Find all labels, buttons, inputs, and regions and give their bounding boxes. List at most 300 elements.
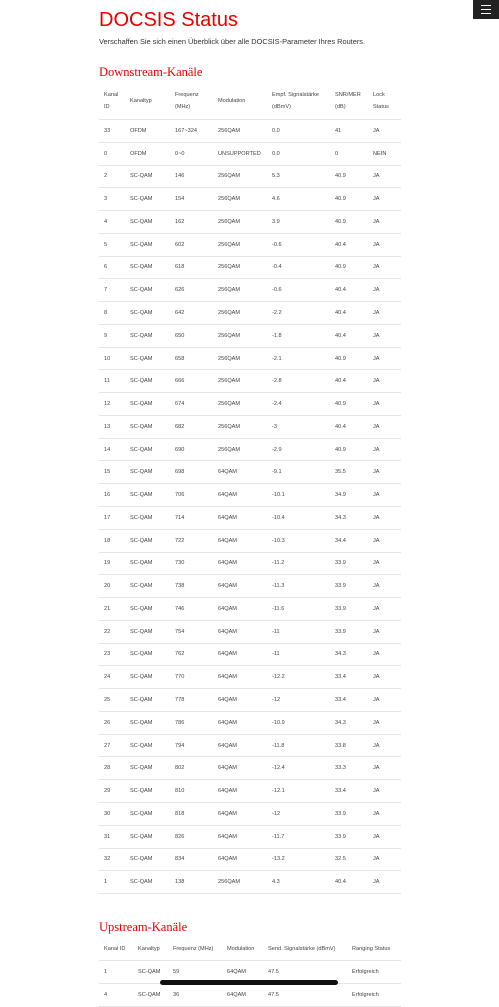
table-cell: 64QAM xyxy=(213,734,267,757)
table-cell: JA xyxy=(368,188,401,211)
table-cell: 64QAM xyxy=(213,780,267,803)
table-cell: 658 xyxy=(170,347,213,370)
table-cell: JA xyxy=(368,575,401,598)
table-cell: 256QAM xyxy=(213,324,267,347)
table-cell: -11 xyxy=(267,643,330,666)
table-cell: SC-QAM xyxy=(125,484,170,507)
table-cell: 33.9 xyxy=(330,620,368,643)
table-cell: 4 xyxy=(99,984,133,1007)
column-header-line: Kanal xyxy=(104,92,119,98)
table-cell: 754 xyxy=(170,620,213,643)
table-cell: 1 xyxy=(99,871,125,894)
table-row xyxy=(99,211,401,234)
table-cell: 0.0 xyxy=(267,120,330,143)
table-cell: 64QAM xyxy=(213,689,267,712)
table-cell: 33.3 xyxy=(330,757,368,780)
menu-button[interactable] xyxy=(473,0,499,19)
table-cell: 64QAM xyxy=(213,757,267,780)
table-cell: 746 xyxy=(170,598,213,621)
table-cell: 33.9 xyxy=(330,825,368,848)
table-cell: -0.6 xyxy=(267,279,330,302)
table-row xyxy=(99,461,401,484)
table-cell: 786 xyxy=(170,711,213,734)
upstream-column-header: Ranging Status xyxy=(347,938,401,961)
table-cell: 20 xyxy=(99,575,125,598)
table-cell: SC-QAM xyxy=(125,689,170,712)
table-cell: 33.9 xyxy=(330,802,368,825)
table-cell: 682 xyxy=(170,415,213,438)
table-cell: 64QAM xyxy=(213,620,267,643)
table-cell: 256QAM xyxy=(213,370,267,393)
table-cell: 146 xyxy=(170,165,213,188)
table-cell: -12.2 xyxy=(267,666,330,689)
table-cell: -12.4 xyxy=(267,757,330,780)
table-row xyxy=(99,233,401,256)
table-row xyxy=(99,666,401,689)
table-row xyxy=(99,120,401,143)
table-cell: 64QAM xyxy=(213,666,267,689)
table-cell: 7 xyxy=(99,279,125,302)
table-cell: 16 xyxy=(99,484,125,507)
table-cell: JA xyxy=(368,734,401,757)
table-cell: 706 xyxy=(170,484,213,507)
table-cell: 15 xyxy=(99,461,125,484)
table-cell: SC-QAM xyxy=(125,393,170,416)
table-row xyxy=(99,188,401,211)
table-row xyxy=(99,256,401,279)
table-cell: -11.3 xyxy=(267,575,330,598)
table-cell: 722 xyxy=(170,529,213,552)
home-indicator[interactable] xyxy=(160,980,338,985)
table-cell: JA xyxy=(368,871,401,894)
table-cell: OFDM xyxy=(125,120,170,143)
table-cell: 33 xyxy=(99,120,125,143)
table-cell: -12 xyxy=(267,802,330,825)
table-cell: 23 xyxy=(99,643,125,666)
table-cell: 11 xyxy=(99,370,125,393)
table-cell: NEIN xyxy=(368,142,401,165)
table-cell: SC-QAM xyxy=(125,347,170,370)
table-cell: 1 xyxy=(99,961,133,984)
table-cell: -2.8 xyxy=(267,370,330,393)
table-cell: 3.9 xyxy=(267,211,330,234)
table-cell: SC-QAM xyxy=(125,324,170,347)
column-header-line: Lock xyxy=(373,92,385,98)
table-cell: JA xyxy=(368,347,401,370)
table-cell: 8 xyxy=(99,302,125,325)
table-cell: 64QAM xyxy=(213,825,267,848)
column-header-line: Kanaltyp xyxy=(130,98,152,104)
hamburger-menu-icon xyxy=(481,5,491,6)
table-cell: JA xyxy=(368,256,401,279)
column-header-line: Empf. Signalstärke xyxy=(272,92,319,98)
table-cell: 834 xyxy=(170,848,213,871)
table-cell: 154 xyxy=(170,188,213,211)
table-row xyxy=(99,711,401,734)
table-cell: SC-QAM xyxy=(133,961,168,984)
table-row xyxy=(99,165,401,188)
table-cell: 826 xyxy=(170,825,213,848)
table-cell: 40.9 xyxy=(330,438,368,461)
table-cell: 64QAM xyxy=(213,529,267,552)
downstream-column-header xyxy=(125,83,170,120)
table-cell: Erfolgreich xyxy=(347,961,401,984)
table-row xyxy=(99,643,401,666)
table-cell: SC-QAM xyxy=(125,507,170,530)
table-cell: 2 xyxy=(99,165,125,188)
table-cell: JA xyxy=(368,279,401,302)
table-cell: 18 xyxy=(99,529,125,552)
downstream-section-title: Downstream-Kanäle xyxy=(99,65,203,79)
table-cell: SC-QAM xyxy=(125,575,170,598)
table-cell: JA xyxy=(368,529,401,552)
upstream-table xyxy=(99,938,401,1007)
table-cell: -0.6 xyxy=(267,233,330,256)
table-cell: SC-QAM xyxy=(125,188,170,211)
table-cell: JA xyxy=(368,461,401,484)
table-cell: 714 xyxy=(170,507,213,530)
column-header-line: Modulation xyxy=(218,98,246,104)
table-cell: 64QAM xyxy=(213,507,267,530)
column-header-line: (MHz) xyxy=(175,104,191,110)
table-cell: 256QAM xyxy=(213,188,267,211)
table-cell: 30 xyxy=(99,802,125,825)
table-cell: 0~0 xyxy=(170,142,213,165)
table-row xyxy=(99,324,401,347)
downstream-column-header xyxy=(368,83,401,120)
table-cell: SC-QAM xyxy=(125,529,170,552)
table-cell: 40.9 xyxy=(330,165,368,188)
table-cell: JA xyxy=(368,620,401,643)
table-cell: 34.3 xyxy=(330,643,368,666)
table-cell: OFDM xyxy=(125,142,170,165)
table-cell: 33.4 xyxy=(330,689,368,712)
table-cell: 138 xyxy=(170,871,213,894)
table-cell: SC-QAM xyxy=(125,871,170,894)
table-cell: JA xyxy=(368,689,401,712)
table-row xyxy=(99,825,401,848)
upstream-section-title: Upstream-Kanäle xyxy=(99,920,188,934)
table-cell: JA xyxy=(368,484,401,507)
table-cell: 40.9 xyxy=(330,347,368,370)
table-cell: 6 xyxy=(99,256,125,279)
table-cell: JA xyxy=(368,825,401,848)
table-cell: 256QAM xyxy=(213,302,267,325)
table-row xyxy=(99,438,401,461)
table-cell: 40.4 xyxy=(330,302,368,325)
downstream-column-header xyxy=(213,83,267,120)
table-cell: 47.5 xyxy=(263,961,347,984)
table-cell: 64QAM xyxy=(213,484,267,507)
table-cell: 770 xyxy=(170,666,213,689)
table-cell: SC-QAM xyxy=(125,211,170,234)
table-row xyxy=(99,142,401,165)
table-cell: 162 xyxy=(170,211,213,234)
table-cell: 666 xyxy=(170,370,213,393)
table-cell: JA xyxy=(368,643,401,666)
table-cell: 256QAM xyxy=(213,211,267,234)
table-cell: 41 xyxy=(330,120,368,143)
table-cell: 256QAM xyxy=(213,415,267,438)
table-cell: 0.0 xyxy=(267,142,330,165)
table-cell: 730 xyxy=(170,552,213,575)
table-cell: -11.2 xyxy=(267,552,330,575)
table-cell: 4.3 xyxy=(267,871,330,894)
table-cell: SC-QAM xyxy=(125,279,170,302)
table-cell: SC-QAM xyxy=(125,302,170,325)
upstream-column-header: Kanaltyp xyxy=(133,938,168,961)
table-cell: SC-QAM xyxy=(125,233,170,256)
table-cell: 40.9 xyxy=(330,256,368,279)
column-header-line: (dB) xyxy=(335,104,346,110)
table-cell: 64QAM xyxy=(213,643,267,666)
table-cell: 256QAM xyxy=(213,120,267,143)
table-cell: 40.4 xyxy=(330,233,368,256)
table-cell: -0.4 xyxy=(267,256,330,279)
table-cell: SC-QAM xyxy=(125,825,170,848)
table-cell: JA xyxy=(368,324,401,347)
table-cell: SC-QAM xyxy=(125,165,170,188)
table-cell: 256QAM xyxy=(213,347,267,370)
table-cell: 802 xyxy=(170,757,213,780)
table-cell: 64QAM xyxy=(213,802,267,825)
table-cell: -3 xyxy=(267,415,330,438)
table-cell: 17 xyxy=(99,507,125,530)
table-cell: SC-QAM xyxy=(125,802,170,825)
table-cell: 0 xyxy=(330,142,368,165)
column-header-line: (dBmV) xyxy=(272,104,291,110)
downstream-table xyxy=(99,83,401,894)
table-cell: 5.3 xyxy=(267,165,330,188)
table-cell: 64QAM xyxy=(213,711,267,734)
table-cell: 25 xyxy=(99,689,125,712)
table-cell: JA xyxy=(368,302,401,325)
column-header-line: Frequenz xyxy=(175,92,199,98)
table-cell: -10.3 xyxy=(267,529,330,552)
table-cell: 40.9 xyxy=(330,188,368,211)
upstream-column-header: Frequenz (MHz) xyxy=(168,938,222,961)
table-cell: 64QAM xyxy=(213,552,267,575)
table-cell: -11.8 xyxy=(267,734,330,757)
table-cell: 762 xyxy=(170,643,213,666)
table-cell: 32.5 xyxy=(330,848,368,871)
table-cell: JA xyxy=(368,757,401,780)
table-cell: 5 xyxy=(99,233,125,256)
table-cell: -12 xyxy=(267,689,330,712)
downstream-column-header xyxy=(330,83,368,120)
table-row xyxy=(99,984,401,1007)
table-cell: 626 xyxy=(170,279,213,302)
table-cell: 26 xyxy=(99,711,125,734)
table-cell: 256QAM xyxy=(213,393,267,416)
table-cell: 40.4 xyxy=(330,415,368,438)
table-cell: SC-QAM xyxy=(125,734,170,757)
table-cell: 40.9 xyxy=(330,393,368,416)
table-cell: SC-QAM xyxy=(125,757,170,780)
table-cell: 34.3 xyxy=(330,507,368,530)
table-cell: SC-QAM xyxy=(125,711,170,734)
table-cell: SC-QAM xyxy=(125,848,170,871)
table-row xyxy=(99,347,401,370)
table-cell: 64QAM xyxy=(213,848,267,871)
table-cell: 256QAM xyxy=(213,279,267,302)
table-cell: 33.9 xyxy=(330,598,368,621)
table-cell: SC-QAM xyxy=(125,256,170,279)
table-cell: 34.4 xyxy=(330,529,368,552)
table-cell: 22 xyxy=(99,620,125,643)
table-cell: JA xyxy=(368,233,401,256)
table-cell: 9 xyxy=(99,324,125,347)
table-cell: 27 xyxy=(99,734,125,757)
table-cell: 29 xyxy=(99,780,125,803)
table-cell: 167~324 xyxy=(170,120,213,143)
table-row xyxy=(99,529,401,552)
table-row xyxy=(99,393,401,416)
table-cell: 33.4 xyxy=(330,666,368,689)
table-cell: 40.9 xyxy=(330,211,368,234)
table-cell: JA xyxy=(368,393,401,416)
table-cell: 794 xyxy=(170,734,213,757)
table-row xyxy=(99,802,401,825)
table-cell: 3 xyxy=(99,188,125,211)
table-cell: -10.9 xyxy=(267,711,330,734)
table-cell: -11.7 xyxy=(267,825,330,848)
table-row xyxy=(99,552,401,575)
table-cell: 24 xyxy=(99,666,125,689)
table-cell: 64QAM xyxy=(222,961,263,984)
table-cell: -11 xyxy=(267,620,330,643)
table-cell: SC-QAM xyxy=(125,370,170,393)
table-cell: JA xyxy=(368,848,401,871)
table-cell: 64QAM xyxy=(213,598,267,621)
table-cell: 256QAM xyxy=(213,871,267,894)
table-cell: 602 xyxy=(170,233,213,256)
table-cell: -13.2 xyxy=(267,848,330,871)
table-cell: SC-QAM xyxy=(133,984,168,1007)
table-cell: 28 xyxy=(99,757,125,780)
table-cell: -10.1 xyxy=(267,484,330,507)
table-cell: SC-QAM xyxy=(125,643,170,666)
table-cell: 256QAM xyxy=(213,256,267,279)
table-cell: -11.6 xyxy=(267,598,330,621)
table-row xyxy=(99,871,401,894)
table-cell: JA xyxy=(368,780,401,803)
table-cell: SC-QAM xyxy=(125,666,170,689)
table-row xyxy=(99,279,401,302)
table-cell: 40.4 xyxy=(330,279,368,302)
table-cell: UNSUPPORTED xyxy=(213,142,267,165)
table-row xyxy=(99,757,401,780)
table-cell: SC-QAM xyxy=(125,415,170,438)
table-cell: 19 xyxy=(99,552,125,575)
table-cell: 47.5 xyxy=(263,984,347,1007)
table-cell: Erfolgreich xyxy=(347,984,401,1007)
table-cell: SC-QAM xyxy=(125,461,170,484)
table-cell: 4 xyxy=(99,211,125,234)
column-header-line: SNR/MER xyxy=(335,92,361,98)
table-cell: 650 xyxy=(170,324,213,347)
table-cell: 642 xyxy=(170,302,213,325)
table-cell: 690 xyxy=(170,438,213,461)
table-cell: JA xyxy=(368,666,401,689)
table-cell: 10 xyxy=(99,347,125,370)
table-cell: SC-QAM xyxy=(125,598,170,621)
column-header-line: Status xyxy=(373,104,389,110)
table-cell: 618 xyxy=(170,256,213,279)
table-cell: 4.6 xyxy=(267,188,330,211)
downstream-column-header xyxy=(99,83,125,120)
table-cell: SC-QAM xyxy=(125,780,170,803)
upstream-header-row xyxy=(99,938,401,961)
table-cell: 13 xyxy=(99,415,125,438)
table-cell: -1.8 xyxy=(267,324,330,347)
table-cell: 33.9 xyxy=(330,575,368,598)
table-cell: JA xyxy=(368,507,401,530)
table-cell: SC-QAM xyxy=(125,438,170,461)
table-cell: 818 xyxy=(170,802,213,825)
table-row xyxy=(99,415,401,438)
table-row xyxy=(99,848,401,871)
downstream-column-header xyxy=(267,83,330,120)
table-cell: -9.1 xyxy=(267,461,330,484)
table-cell: JA xyxy=(368,552,401,575)
table-row xyxy=(99,620,401,643)
table-cell: 33.4 xyxy=(330,780,368,803)
table-cell: 31 xyxy=(99,825,125,848)
column-header-line: ID xyxy=(104,104,110,110)
table-cell: 14 xyxy=(99,438,125,461)
table-cell: 64QAM xyxy=(213,575,267,598)
table-cell: 256QAM xyxy=(213,438,267,461)
table-cell: -2.9 xyxy=(267,438,330,461)
upstream-column-header: Modulation xyxy=(222,938,263,961)
table-row xyxy=(99,302,401,325)
downstream-column-header xyxy=(170,83,213,120)
table-row xyxy=(99,507,401,530)
table-cell: 33.9 xyxy=(330,552,368,575)
table-cell: JA xyxy=(368,165,401,188)
table-cell: 36 xyxy=(168,984,222,1007)
upstream-column-header: Send. Signalstärke (dBmV) xyxy=(263,938,347,961)
table-cell: -2.4 xyxy=(267,393,330,416)
table-cell: -12.1 xyxy=(267,780,330,803)
table-cell: JA xyxy=(368,370,401,393)
table-row xyxy=(99,689,401,712)
table-cell: 34.9 xyxy=(330,484,368,507)
table-cell: 12 xyxy=(99,393,125,416)
downstream-header-row xyxy=(99,83,401,120)
table-cell: 59 xyxy=(168,961,222,984)
table-cell: -10.4 xyxy=(267,507,330,530)
upstream-column-header: Kanal ID xyxy=(99,938,133,961)
table-cell: 32 xyxy=(99,848,125,871)
table-cell: 778 xyxy=(170,689,213,712)
table-cell: 40.4 xyxy=(330,324,368,347)
table-cell: 64QAM xyxy=(213,461,267,484)
table-cell: JA xyxy=(368,438,401,461)
table-cell: 64QAM xyxy=(222,984,263,1007)
table-cell: -2.2 xyxy=(267,302,330,325)
table-cell: 674 xyxy=(170,393,213,416)
table-cell: 40.4 xyxy=(330,370,368,393)
table-cell: SC-QAM xyxy=(125,552,170,575)
table-cell: 256QAM xyxy=(213,165,267,188)
table-cell: JA xyxy=(368,415,401,438)
table-cell: 35.5 xyxy=(330,461,368,484)
table-cell: JA xyxy=(368,120,401,143)
table-cell: JA xyxy=(368,711,401,734)
table-cell: 21 xyxy=(99,598,125,621)
